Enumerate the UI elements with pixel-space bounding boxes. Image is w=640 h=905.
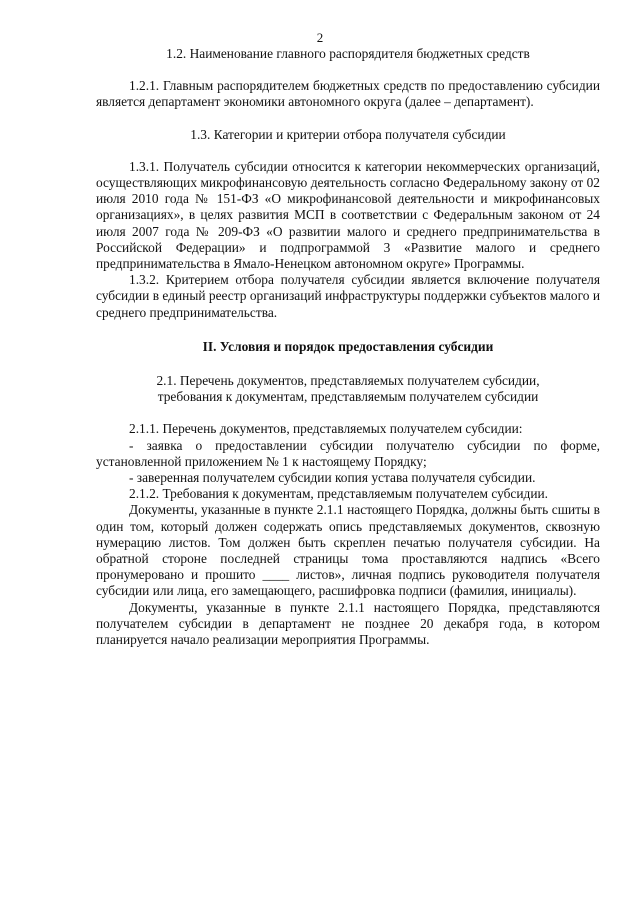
section-1-3-heading: 1.3. Категории и критерии отбора получателя субсидии xyxy=(190,126,506,142)
paragraph-documents-deadline: Документы, указанные в пункте 2.1.1 настоящего Порядка, представляются получателем субсидии в департамент не позднее 20 декабря года, в котором планируется начало реализации мероприятия Программы. xyxy=(96,599,600,648)
paragraph-2-1-1: 2.1.1. Перечень документов, представляемых получателем субсидии: xyxy=(129,421,523,437)
paragraph-1-2-1: 1.2.1. Главным распорядителем бюджетных средств по предоставлению субсидии является департамент экономики автономного округа (далее – департамент). xyxy=(96,78,600,110)
document-body xyxy=(96,46,600,648)
section-2-1-heading-line1: 2.1. Перечень документов, представляемых получателем субсидии, xyxy=(156,373,540,389)
paragraph-1-3-2: 1.3.2. Критерием отбора получателя субсидии является включение получателя субсидии в единый реестр организаций инфраструктуры поддержки субъектов малого и среднего предпринимательства. xyxy=(96,272,600,320)
list-item-charter-copy: - заверенная получателем субсидии копия устава получателя субсидии. xyxy=(129,470,536,486)
section-2-heading: II. Условия и порядок предоставления субсидии xyxy=(202,338,494,354)
list-item-application: - заявка о предоставлении субсидии получателю субсидии по форме, установленной приложением № 1 к настоящему Порядку; xyxy=(96,437,600,469)
page-number: 2 xyxy=(316,30,324,45)
section-2-1-heading-line2: требования к документам, представляемым получателем субсидии xyxy=(157,389,539,405)
paragraph-documents-binding: Документы, указанные в пункте 2.1.1 настоящего Порядка, должны быть сшиты в один том, который должен содержать опись представляемых документов, сквозную нумерацию листов. Том должен быть скреплен печатью получателя субсидии. На обратной стороне последней страницы тома проставляются надпись «Всего пронумеровано и прошито ____ листов», личная подпись руководителя получателя субсидии или лица, его замещающего, расшифровка подписи (фамилия, инициалы). xyxy=(96,502,600,599)
paragraph-2-1-2: 2.1.2. Требования к документам, представляемым получателем субсидии. xyxy=(129,486,549,502)
section-1-2-heading: 1.2. Наименование главного распорядителя бюджетных средств xyxy=(166,46,530,61)
paragraph-1-3-1: 1.3.1. Получатель субсидии относится к категории некоммерческих организаций, осуществляющих микрофинансовую деятельность согласно Федеральному закону от 02 июля 2010 года № 151-ФЗ «О микрофинансовой деятельности и микрофинансовых организациях», в целях развития МСП в соответствии с Федеральным законом от 24 июля 2007 года № 209-ФЗ «О развитии малого и среднего предпринимательства в Российской Федерации» и подпрограммой 3 «Развитие малого и среднего предпринимательства в Ямало-Ненецком автономном округе» Программы. xyxy=(96,158,600,272)
